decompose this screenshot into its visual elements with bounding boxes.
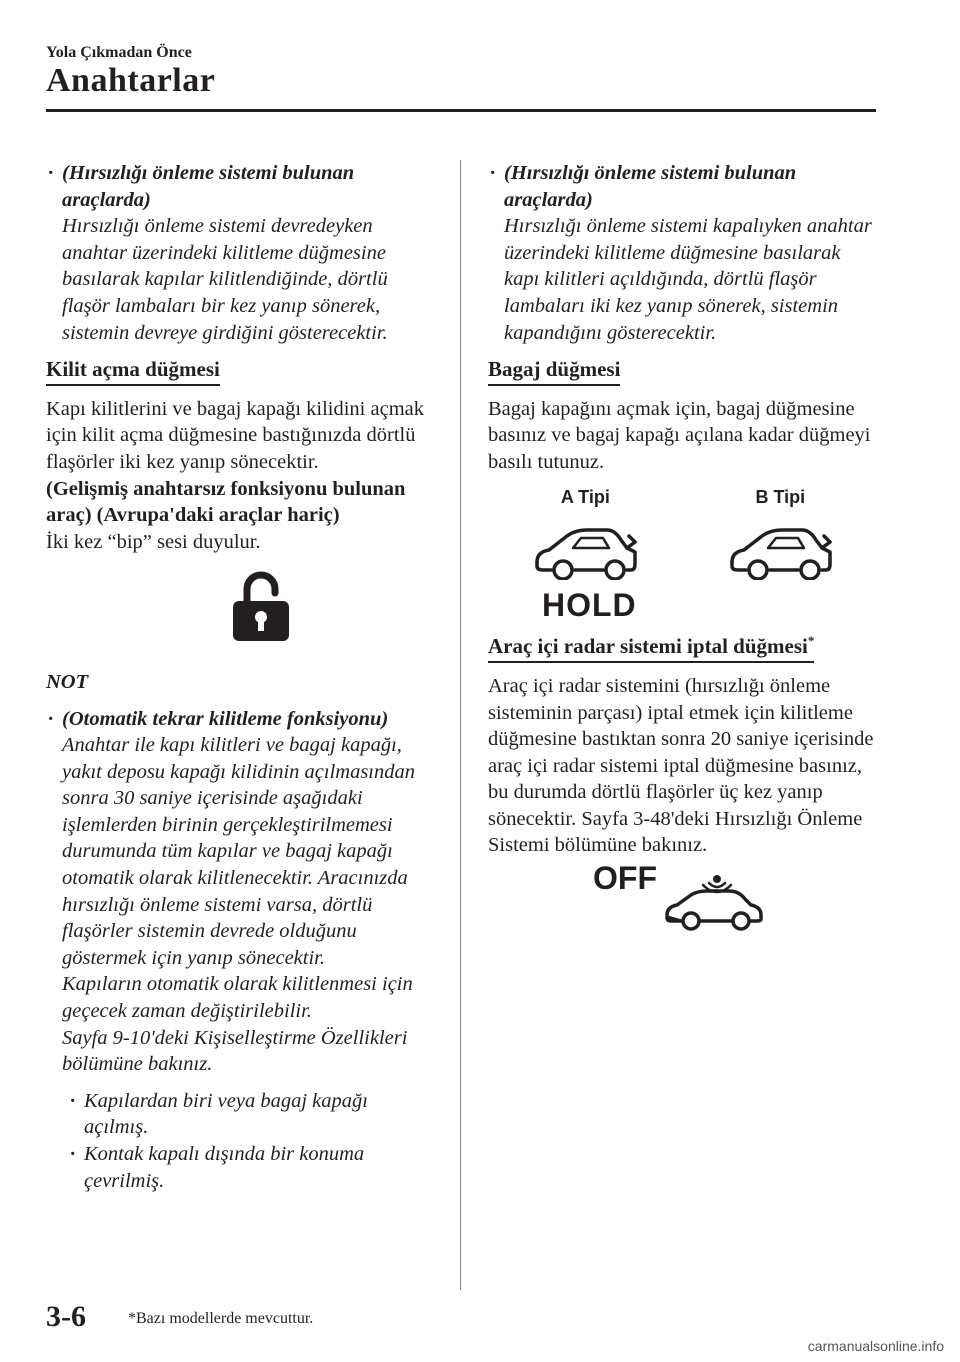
sub-bullet-ignition: · Kontak kapalı dışında bir konuma çevrilmiş.: [46, 1141, 436, 1194]
trunk-type-labels: [488, 484, 878, 511]
bullet-body: Anahtar ile kapı kilitleri ve bagaj kapağı, yakıt deposu kapağı kilidinin açılmasından sonra 30 saniye içerisinde aşağıdaki işlemlerden birinin gerçekleştirilmemesi durumunda tüm kapılar ve bagaj kapağı otomatik olarak kilitlenecektir. Aracınızda hırsızlığı önleme sistemi varsa, dörtlü flaşörler sistemin devrede olduğunu göstermek için yanıp sönecektir.: [62, 734, 416, 969]
bullet-auto-relock: [46, 706, 436, 1078]
right-column: [488, 160, 878, 951]
bullet-body: Sayfa 9-10'deki Kişiselleştirme Özellikleri bölümüne bakınız.: [62, 1026, 408, 1076]
trunk-body: Bagaj kapağını açmak için, bagaj düğmesine basınız ve bagaj kapağı açılana kadar düğmeyi basılı tutunuz.: [488, 397, 871, 473]
bullet-body: Kapıların otomatik olarak kilitlenmesi için geçecek zaman değiştirilebilir.: [62, 973, 413, 1023]
note-label: NOT: [46, 670, 89, 693]
unlock-button-heading: Kilit açma düğmesi: [46, 356, 220, 386]
bullet-title: · (Otomatik tekrar kilitleme fonksiyonu): [62, 707, 389, 730]
bullet-body: Hırsızlığı önleme sistemi kapalıyken anahtar üzerindeki kilitleme düğmesine basılarak kapı kilitleri açıldığında, dörtlü flaşör lambaları iki kez yanıp sönerek, sistemin kapandığını gösterecektir.: [504, 215, 872, 344]
trunk-icons-row: [488, 528, 878, 588]
car-trunk-icon: [726, 528, 836, 588]
unlock-keyless-note: (Gelişmiş anahtarsız fonksiyonu bulunan araç) (Avrupa'daki araçlar hariç): [46, 477, 406, 527]
trunk-button-heading: Bagaj düğmesi: [488, 356, 620, 386]
type-b-label: B Tipi: [755, 486, 806, 507]
hold-label: HOLD: [542, 586, 637, 623]
sub-bullet-door-open: · Kapılardan biri veya bagaj kapağı açılmış.: [46, 1088, 436, 1141]
car-radar-off-icon: [593, 860, 878, 951]
radar-cancel-heading: [488, 628, 814, 663]
column-divider: [460, 160, 461, 1290]
bullet-antitheft-lock: [46, 160, 436, 346]
car-trunk-icon: [531, 528, 641, 588]
type-a-label: A Tipi: [560, 486, 610, 507]
header-rule: [46, 109, 876, 112]
unlock-beep: İki kez “bip” sesi duyulur.: [46, 530, 261, 553]
bullet-antitheft-unlock: [488, 160, 878, 346]
footnote-star: *: [807, 633, 815, 649]
watermark: carmanualsonline.info: [807, 1338, 944, 1354]
section-name: Yola Çıkmadan Önce: [46, 44, 192, 61]
page-number: 3-6: [46, 1300, 86, 1333]
footnote: *Bazı modellerde mevcuttur.: [128, 1310, 314, 1327]
off-label: OFF: [593, 860, 657, 897]
padlock-open-icon: [46, 569, 436, 651]
left-column: [46, 160, 436, 1194]
bullet-body: Hırsızlığı önleme sistemi devredeyken anahtar üzerindeki kilitleme düğmesine basılarak kapılar kilitlendiğinde, dörtlü flaşör lambaları bir kez yanıp sönerek, sistemin devreye girdiğini gösterecektir.: [62, 215, 388, 344]
chapter-title: Anahtarlar: [46, 62, 216, 99]
radar-body: Araç içi radar sistemini (hırsızlığı önleme sisteminin parçası) iptal etmek için kilitleme düğmesine bastıktan sonra 20 saniye içerisinde araç içi radar sistemi iptal düğmesine basınız, bu durumda dörtlü flaşörler üç kez yanıp sönecektir. Sayfa 3-48'deki Hırsızlığı Önleme Sistemi bölümüne bakınız.: [488, 674, 874, 857]
radar-heading-text: Araç içi radar sistemi iptal düğmesi: [488, 634, 808, 659]
bullet-title: · (Hırsızlığı önleme sistemi bulunan araçlarda): [62, 162, 355, 211]
bullet-title: · (Hırsızlığı önleme sistemi bulunan araçlarda): [504, 162, 797, 211]
unlock-body: Kapı kilitlerini ve bagaj kapağı kilidini açmak için kilit açma düğmesine bastığınızda dörtlü flaşörler iki kez yanıp sönecektir.: [46, 397, 424, 473]
